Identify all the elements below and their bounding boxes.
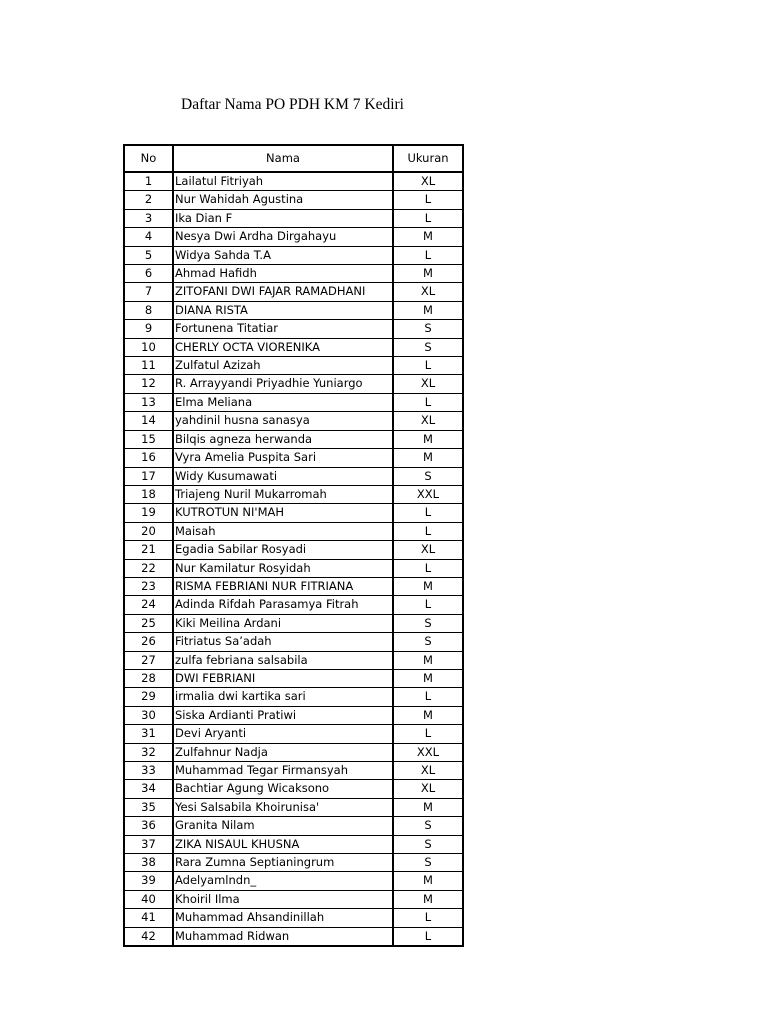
row-name: Adelyamlndn_ [173,872,393,890]
row-number: 20 [124,522,173,540]
row-name: Fortunena Titatiar [173,320,393,338]
table-row [124,762,463,780]
row-number: 3 [124,209,173,227]
row-size: M [393,872,463,890]
table-row [124,467,463,485]
table-row [124,301,463,319]
row-number: 1 [124,172,173,191]
table-row [124,633,463,651]
row-name: Rara Zumna Septianingrum [173,854,393,872]
row-size: M [393,577,463,595]
table-row [124,669,463,687]
row-number: 29 [124,688,173,706]
row-name: Ika Dian F [173,209,393,227]
row-name: Triajeng Nuril Mukarromah [173,485,393,503]
row-number: 6 [124,265,173,283]
table-row [124,412,463,430]
row-number: 16 [124,449,173,467]
row-number: 36 [124,817,173,835]
row-number: 19 [124,504,173,522]
row-size: XL [393,541,463,559]
table-row [124,596,463,614]
table-row [124,798,463,816]
row-number: 31 [124,725,173,743]
row-number: 33 [124,762,173,780]
row-name: Ahmad Hafidh [173,265,393,283]
row-name: Muhammad Ahsandinillah [173,909,393,927]
row-size: S [393,320,463,338]
row-name: Zulfatul Azizah [173,357,393,375]
table-row [124,835,463,853]
row-number: 21 [124,541,173,559]
row-number: 8 [124,301,173,319]
row-name: Fitriatus Sa’adah [173,633,393,651]
row-number: 37 [124,835,173,853]
table-row [124,209,463,227]
table-row [124,743,463,761]
row-number: 41 [124,909,173,927]
row-name: RISMA FEBRIANI NUR FITRIANA [173,577,393,595]
row-name: irmalia dwi kartika sari [173,688,393,706]
row-number: 40 [124,890,173,908]
row-name: Vyra Amelia Puspita Sari [173,449,393,467]
row-name: Widya Sahda T.A [173,246,393,264]
table-row [124,651,463,669]
row-name: Bachtiar Agung Wicaksono [173,780,393,798]
row-number: 30 [124,706,173,724]
row-number: 25 [124,614,173,632]
row-name: Nur Wahidah Agustina [173,191,393,209]
table-row [124,375,463,393]
table-row [124,338,463,356]
row-size: XXL [393,743,463,761]
row-name: Siska Ardianti Pratiwi [173,706,393,724]
row-number: 24 [124,596,173,614]
row-size: XL [393,375,463,393]
row-name: yahdinil husna sanasya [173,412,393,430]
table-row [124,357,463,375]
table-row [124,449,463,467]
row-size: S [393,835,463,853]
row-number: 10 [124,338,173,356]
table-row [124,559,463,577]
row-number: 42 [124,927,173,946]
row-size: L [393,393,463,411]
row-number: 34 [124,780,173,798]
row-size: L [393,559,463,577]
table-row [124,577,463,595]
row-name: Zulfahnur Nadja [173,743,393,761]
row-name: R. Arrayyandi Priyadhie Yuniargo [173,375,393,393]
row-number: 28 [124,669,173,687]
row-number: 5 [124,246,173,264]
row-size: M [393,669,463,687]
row-size: XL [393,780,463,798]
table-row [124,909,463,927]
table-row [124,320,463,338]
row-number: 23 [124,577,173,595]
table-row [124,614,463,632]
table-row [124,854,463,872]
row-size: S [393,614,463,632]
header-no: No [124,145,173,172]
row-name: Maisah [173,522,393,540]
row-size: L [393,927,463,946]
row-name: Yesi Salsabila Khoirunisa' [173,798,393,816]
row-size: M [393,651,463,669]
row-number: 17 [124,467,173,485]
row-size: M [393,890,463,908]
row-size: M [393,430,463,448]
row-number: 4 [124,228,173,246]
row-number: 22 [124,559,173,577]
name-list-table [123,144,464,947]
row-number: 13 [124,393,173,411]
row-size: M [393,301,463,319]
row-name: Egadia Sabilar Rosyadi [173,541,393,559]
row-number: 32 [124,743,173,761]
row-number: 12 [124,375,173,393]
table-header-row [124,145,463,172]
row-size: L [393,246,463,264]
row-name: DIANA RISTA [173,301,393,319]
row-name: Elma Meliana [173,393,393,411]
table-row [124,504,463,522]
row-size: L [393,357,463,375]
table-row [124,283,463,301]
row-number: 38 [124,854,173,872]
table-row [124,191,463,209]
row-size: L [393,191,463,209]
row-number: 39 [124,872,173,890]
row-name: ZITOFANI DWI FAJAR RAMADHANI [173,283,393,301]
table-row [124,393,463,411]
row-size: M [393,798,463,816]
row-size: L [393,688,463,706]
table-row [124,265,463,283]
table-row [124,890,463,908]
row-name: Khoiril Ilma [173,890,393,908]
row-name: Lailatul Fitriyah [173,172,393,191]
row-size: L [393,596,463,614]
table-row [124,522,463,540]
row-number: 26 [124,633,173,651]
table-row [124,688,463,706]
row-size: M [393,706,463,724]
row-size: S [393,633,463,651]
row-name: Granita Nilam [173,817,393,835]
row-name: Adinda Rifdah Parasamya Fitrah [173,596,393,614]
table-row [124,172,463,191]
row-number: 18 [124,485,173,503]
row-number: 2 [124,191,173,209]
header-ukuran: Ukuran [393,145,463,172]
table-row [124,817,463,835]
row-name: Nesya Dwi Ardha Dirgahayu [173,228,393,246]
row-size: XL [393,283,463,301]
row-name: CHERLY OCTA VIORENIKA [173,338,393,356]
row-name: Nur Kamilatur Rosyidah [173,559,393,577]
row-size: XL [393,172,463,191]
row-name: Bilqis agneza herwanda [173,430,393,448]
row-name: Devi Aryanti [173,725,393,743]
row-name: ZIKA NISAUL KHUSNA [173,835,393,853]
row-size: M [393,228,463,246]
table-row [124,246,463,264]
table-row [124,228,463,246]
row-size: L [393,504,463,522]
row-name: zulfa febriana salsabila [173,651,393,669]
row-number: 35 [124,798,173,816]
table-row [124,927,463,946]
row-name: Widy Kusumawati [173,467,393,485]
row-size: XL [393,412,463,430]
row-number: 11 [124,357,173,375]
row-size: S [393,467,463,485]
row-size: XL [393,762,463,780]
row-name: Muhammad Ridwan [173,927,393,946]
row-size: S [393,338,463,356]
row-name: DWI FEBRIANI [173,669,393,687]
row-number: 9 [124,320,173,338]
document-title: Daftar Nama PO PDH KM 7 Kediri [181,96,404,113]
row-size: M [393,265,463,283]
row-number: 27 [124,651,173,669]
table-row [124,872,463,890]
row-name: Kiki Meilina Ardani [173,614,393,632]
row-name: KUTROTUN NI'MAH [173,504,393,522]
table-row [124,725,463,743]
table-row [124,541,463,559]
table-body [124,172,463,946]
row-size: L [393,725,463,743]
row-number: 14 [124,412,173,430]
header-nama: Nama [173,145,393,172]
row-number: 7 [124,283,173,301]
row-size: XXL [393,485,463,503]
table-row [124,430,463,448]
row-size: L [393,522,463,540]
table-row [124,706,463,724]
row-size: L [393,209,463,227]
table-row [124,485,463,503]
row-size: S [393,817,463,835]
row-size: S [393,854,463,872]
table-row [124,780,463,798]
row-name: Muhammad Tegar Firmansyah [173,762,393,780]
row-number: 15 [124,430,173,448]
row-size: L [393,909,463,927]
row-size: M [393,449,463,467]
